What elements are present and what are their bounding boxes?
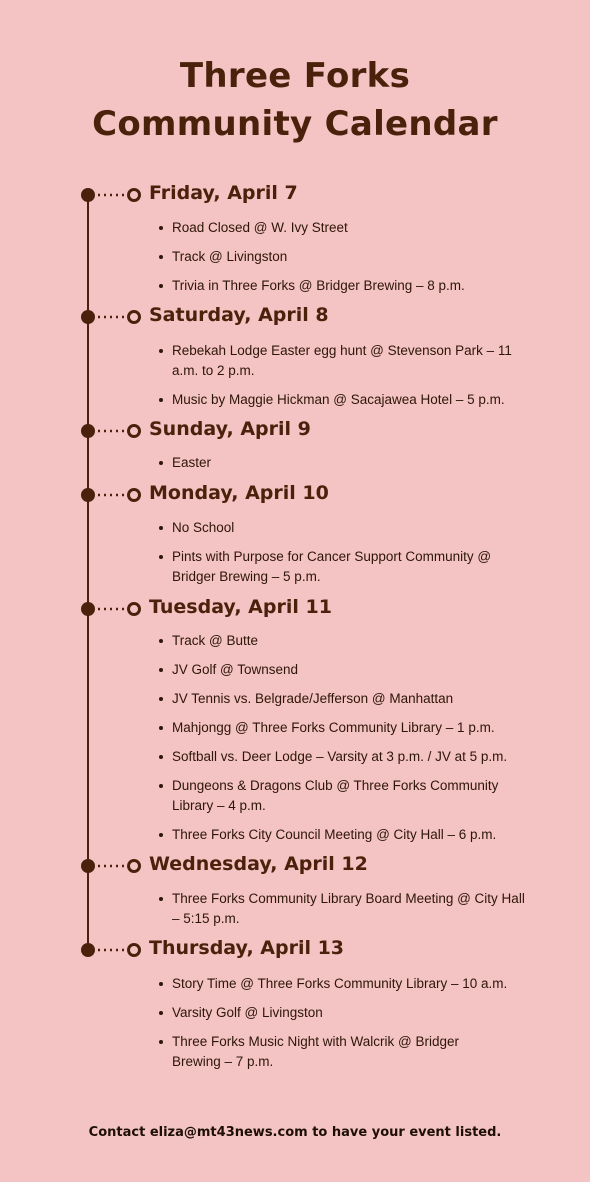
event-list [150, 453, 530, 482]
timeline-marker-icon [80, 308, 142, 326]
event-list [150, 974, 510, 1081]
list-item: Trivia in Three Forks @ Bridger Brewing – 8 p.m. [150, 276, 530, 296]
list-item: JV Golf @ Townsend [150, 660, 535, 680]
timeline-marker-icon [80, 600, 142, 618]
day-title: Monday, April 10 [149, 482, 329, 504]
list-item: Road Closed @ W. Ivy Street [150, 218, 530, 238]
list-item: Three Forks Community Library Board Meeting @ City Hall – 5:15 p.m. [150, 889, 530, 929]
title-line-2: Community Calendar [92, 104, 498, 144]
list-item: Easter [150, 453, 530, 473]
list-item: Pints with Purpose for Cancer Support Community @ Bridger Brewing – 5 p.m. [150, 547, 530, 587]
timeline-marker-icon [80, 422, 142, 440]
timeline-marker-icon [80, 941, 142, 959]
list-item: Three Forks Music Night with Walcrik @ Bridger Brewing – 7 p.m. [150, 1032, 510, 1072]
list-item: Music by Maggie Hickman @ Sacajawea Hotel – 5 p.m. [150, 390, 530, 410]
day-title: Wednesday, April 12 [149, 853, 368, 875]
list-item: Softball vs. Deer Lodge – Varsity at 3 p.m. / JV at 5 p.m. [150, 747, 535, 767]
list-item: Track @ Livingston [150, 247, 530, 267]
list-item: Dungeons & Dragons Club @ Three Forks Community Library – 4 p.m. [150, 776, 535, 816]
timeline-marker-icon [80, 486, 142, 504]
list-item: Mahjongg @ Three Forks Community Library – 1 p.m. [150, 718, 535, 738]
event-list [150, 889, 530, 938]
day-title: Thursday, April 13 [149, 937, 345, 959]
list-item: Varsity Golf @ Livingston [150, 1003, 510, 1023]
timeline-marker-icon [80, 857, 142, 875]
page-title [0, 52, 590, 148]
day-title: Saturday, April 8 [149, 304, 329, 326]
list-item: Story Time @ Three Forks Community Library – 10 a.m. [150, 974, 510, 994]
day-title: Tuesday, April 11 [149, 596, 332, 618]
list-item: No School [150, 518, 530, 538]
event-list [150, 341, 530, 419]
list-item: Rebekah Lodge Easter egg hunt @ Stevenson Park – 11 a.m. to 2 p.m. [150, 341, 530, 381]
event-list [150, 518, 530, 596]
contact-footer: Contact eliza@mt43news.com to have your event listed. [88, 1125, 502, 1140]
event-list [150, 218, 530, 305]
title-line-1: Three Forks [179, 56, 411, 96]
day-title: Friday, April 7 [149, 182, 298, 204]
list-item: Three Forks City Council Meeting @ City Hall – 6 p.m. [150, 825, 535, 845]
timeline-marker-icon [80, 186, 142, 204]
list-item: JV Tennis vs. Belgrade/Jefferson @ Manhattan [150, 689, 535, 709]
day-title: Sunday, April 9 [149, 418, 311, 440]
list-item: Track @ Butte [150, 631, 535, 651]
event-list [150, 631, 535, 854]
